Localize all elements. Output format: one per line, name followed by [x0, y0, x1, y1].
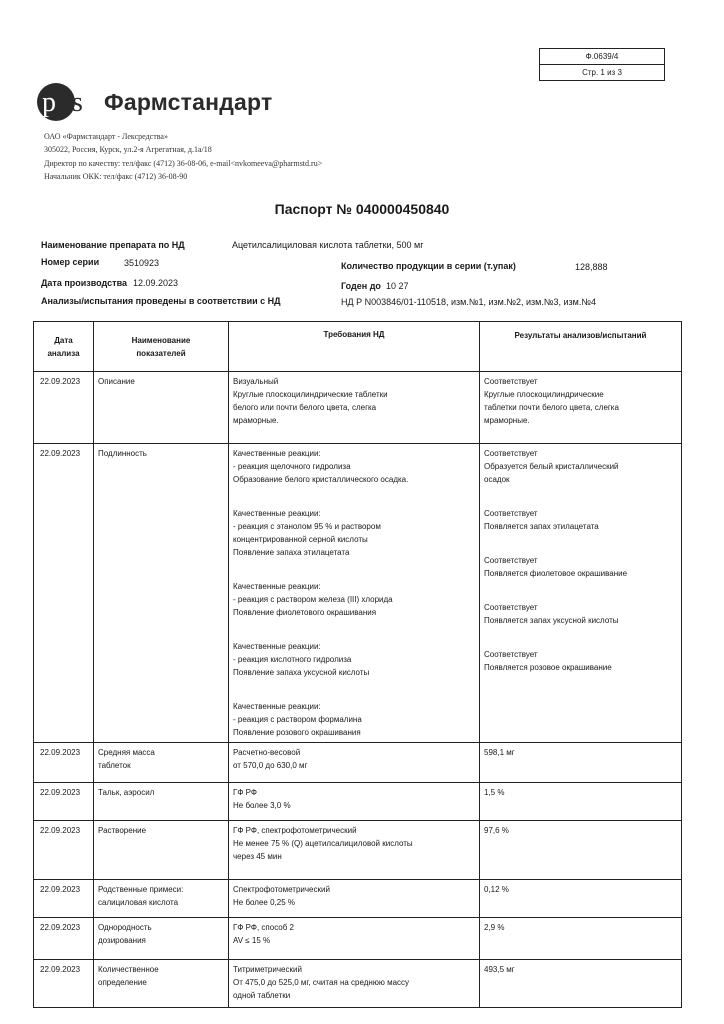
quantity-value: 128,888	[575, 262, 608, 272]
result-block: Соответствует Появляется фиолетовое окрашивание	[484, 556, 628, 578]
indicator-name-cell: Количественное определение	[94, 960, 229, 1008]
results-table	[33, 321, 682, 1008]
form-code-box	[539, 48, 665, 81]
table-row	[34, 372, 682, 444]
analysis-date-cell: 22.09.2023	[34, 960, 94, 1008]
analysis-date-cell: 22.09.2023	[34, 372, 94, 444]
table-row	[34, 821, 682, 880]
header-name: Наименование показателей	[94, 322, 229, 372]
requirement-block: Расчетно-весовой от 570,0 до 630,0 мг	[233, 748, 308, 770]
header-requirements: Требования НД	[229, 322, 480, 372]
requirement-block: Качественные реакции: - реакция с этанолом 95 % и раствором концентрированной серной кислоты Появление запаха этилацетата	[233, 509, 381, 557]
company-line: 305022, Россия, Курск, ул.2-я Агрегатная, д.1а/18	[44, 145, 212, 155]
results-cell	[480, 880, 682, 918]
requirement-block: ГФ РФ, способ 2 AV ≤ 15 %	[233, 923, 294, 945]
result-block: 1,5 %	[484, 788, 505, 797]
form-code: Ф.0639/4	[585, 52, 619, 61]
table-row	[34, 960, 682, 1008]
results-cell	[480, 743, 682, 783]
nd-value: НД Р N003846/01-110518, изм.№1, изм.№2, изм.№3, изм.№4	[341, 297, 597, 307]
indicator-name-cell: Растворение	[94, 821, 229, 880]
header-results: Результаты анализов/испытаний	[480, 322, 682, 372]
result-block: 598,1 мг	[484, 748, 515, 757]
company-line: Директор по качеству: тел/факс (4712) 36-08-06, e-mail<nvkomeeva@pharmstd.ru>	[44, 158, 323, 168]
requirement-block: ГФ РФ, спектрофотометрический Не менее 75 % (Q) ацетилсалициловой кислоты через 45 мин	[233, 826, 413, 861]
svg-text:hs: hs	[58, 87, 83, 118]
table-header-row	[34, 322, 682, 372]
requirements-cell	[229, 372, 480, 444]
requirements-cell	[229, 918, 480, 960]
table-row	[34, 743, 682, 783]
analysis-date-cell: 22.09.2023	[34, 918, 94, 960]
requirements-cell	[229, 444, 480, 743]
results-cell	[480, 372, 682, 444]
analysis-date-cell: 22.09.2023	[34, 444, 94, 743]
requirements-cell	[229, 960, 480, 1008]
table-row	[34, 880, 682, 918]
result-block: Соответствует Появляется запах этилацетата	[484, 509, 599, 531]
requirement-block: Спектрофотометрический Не более 0,25 %	[233, 885, 330, 907]
indicator-name-cell: Тальк, аэросил	[94, 783, 229, 821]
analysis-date-cell: 22.09.2023	[34, 821, 94, 880]
table-row	[34, 783, 682, 821]
valid-until-value: 10 27	[386, 281, 409, 291]
result-block: 2,9 %	[484, 923, 505, 932]
result-block: Соответствует Появляется запах уксусной кислоты	[484, 603, 619, 625]
requirements-cell	[229, 783, 480, 821]
phs-logo-mark	[36, 82, 108, 122]
result-block: Соответствует Круглые плоскоцилиндрические таблетки почти белого цвета, слегка мраморные.	[484, 377, 619, 425]
table-row	[34, 918, 682, 960]
requirement-block: Титриметрический От 475,0 до 525,0 мг, считая на среднюю массу одной таблетки	[233, 965, 410, 1000]
company-logo	[36, 82, 273, 126]
valid-until-label: Годен до	[341, 281, 381, 291]
results-cell	[480, 444, 682, 743]
company-info	[44, 130, 322, 183]
indicator-name-cell: Средняя масса таблеток	[94, 743, 229, 783]
production-date-label: Дата производства	[41, 278, 127, 288]
table-row	[34, 444, 682, 743]
company-line: ОАО «Фармстандарт - Лексредства»	[44, 132, 168, 141]
requirements-cell	[229, 743, 480, 783]
requirement-block: Качественные реакции: - реакция щелочного гидролиза Образование белого кристаллического осадка.	[233, 449, 409, 484]
result-block: 97,6 %	[484, 826, 509, 835]
results-cell	[480, 960, 682, 1008]
result-block: Соответствует Появляется розовое окрашивание	[484, 650, 612, 672]
indicator-name-cell: Однородность дозирования	[94, 918, 229, 960]
results-cell	[480, 821, 682, 880]
logo-name: Фармстандарт	[104, 89, 273, 115]
result-block: Соответствует Образуется белый кристаллический осадок	[484, 449, 619, 484]
results-cell	[480, 783, 682, 821]
requirement-block: Качественные реакции: - реакция кислотного гидролиза Появление запаха уксусной кислоты	[233, 642, 370, 677]
product-label: Наименование препарата по НД	[41, 240, 185, 250]
requirement-block: Качественные реакции: - реакция с раствором железа (III) хлорида Появление фиолетового окрашивания	[233, 582, 393, 617]
requirements-cell	[229, 821, 480, 880]
production-date-value: 12.09.2023	[133, 278, 179, 288]
quantity-label: Количество продукции в серии (т.упак)	[341, 261, 516, 271]
product-value: Ацетилсалициловая кислота таблетки, 500 мг	[232, 240, 424, 250]
result-block: 493,5 мг	[484, 965, 515, 974]
result-block: 0,12 %	[484, 885, 509, 894]
svg-text:p: p	[42, 87, 56, 118]
passport-title: Паспорт № 040000450840	[274, 201, 450, 217]
requirement-block: Качественные реакции: - реакция с раствором формалина Появление розового окрашивания	[233, 702, 362, 737]
company-line: Начальник ОКК: тел/факс (4712) 36-08-90	[44, 171, 188, 181]
requirement-block: Визуальный Круглые плоскоцилиндрические таблетки белого или почти белого цвета, слегка мраморные.	[233, 377, 388, 425]
analysis-date-cell: 22.09.2023	[34, 743, 94, 783]
page-number: Стр. 1 из 3	[540, 64, 664, 80]
results-cell	[480, 918, 682, 960]
requirements-cell	[229, 880, 480, 918]
indicator-name-cell: Описание	[94, 372, 229, 444]
nd-label: Анализы/испытания проведены в соответствии с НД	[41, 296, 281, 306]
indicator-name-cell: Родственные примеси: салициловая кислота	[94, 880, 229, 918]
series-label: Номер серии	[41, 257, 100, 267]
indicator-name-cell: Подлинность	[94, 444, 229, 743]
series-value: 3510923	[124, 258, 160, 268]
requirement-block: ГФ РФ Не более 3,0 %	[233, 788, 291, 810]
header-date: Дата анализа	[34, 322, 94, 372]
analysis-date-cell: 22.09.2023	[34, 880, 94, 918]
analysis-date-cell: 22.09.2023	[34, 783, 94, 821]
